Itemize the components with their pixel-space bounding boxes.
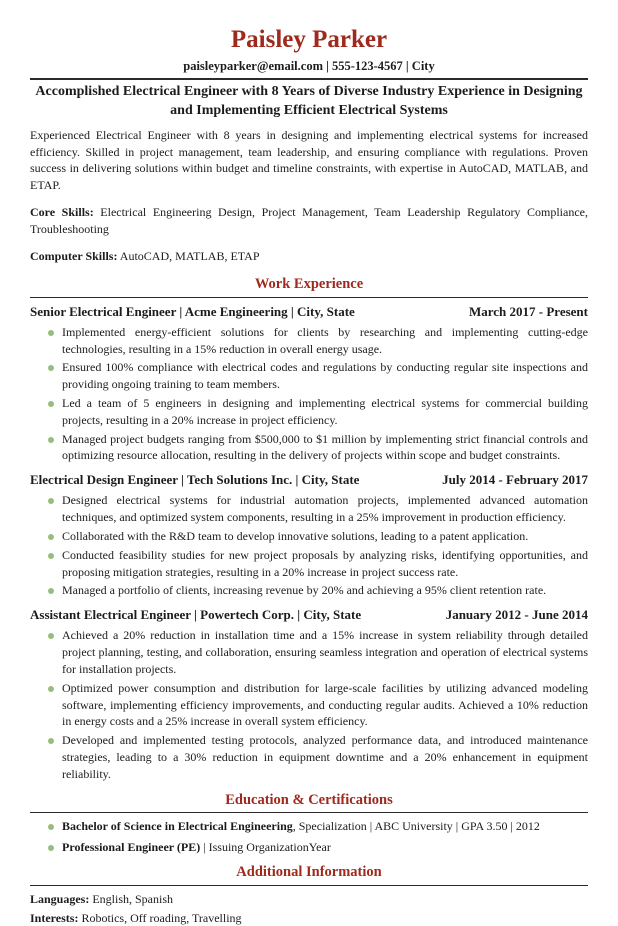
list-item <box>48 359 588 393</box>
bullet-dot-icon <box>48 588 54 594</box>
header-divider <box>30 78 588 80</box>
job-title: Senior Electrical Engineer | Acme Engineering | City, State <box>30 303 355 319</box>
contact-line: paisleyparker@email.com | 555-123-4567 | City <box>183 58 435 73</box>
list-item <box>48 627 588 677</box>
list-item <box>48 431 588 465</box>
bullet-dot-icon <box>48 824 54 830</box>
degree-name: Bachelor of Science in Electrical Engineering <box>62 818 293 833</box>
bullet-text: Managed project budgets ranging from $500,000 to $1 million by implementing strict financial controls and optimizing resource allocation, resulting in the delivery of projects within scope and budget constraints. <box>62 431 588 463</box>
job-dates: March 2017 - Present <box>468 303 588 319</box>
bullet-text: Managed a portfolio of clients, increasing revenue by 20% and achieving a 95% client retention rate. <box>62 583 547 598</box>
job-bullet-list <box>30 324 588 464</box>
job-dates: July 2014 - February 2017 <box>442 472 588 488</box>
bullet-dot-icon <box>48 738 54 744</box>
bullet-dot-icon <box>48 498 54 504</box>
job-header <box>30 471 588 489</box>
candidate-name: Paisley Parker <box>230 26 388 53</box>
bullet-dot-icon <box>48 686 54 692</box>
list-item <box>48 324 588 358</box>
core-skills-line <box>30 204 588 238</box>
education-title: Education & Certifications <box>225 791 393 808</box>
bullet-text: Implemented energy-efficient solutions for clients by researching and implementing cutting-edge technologies, resulting in a 15% reduction in overall energy usage. <box>62 324 588 356</box>
work-experience-title: Work Experience <box>254 276 364 293</box>
list-item <box>48 395 588 429</box>
section-header-additional-info <box>30 862 588 885</box>
job-bullet-list <box>30 492 588 599</box>
list-item <box>48 680 588 730</box>
list-item <box>48 582 588 599</box>
degree-details: , Specialization | ABC University | GPA 3.50 | 2012 <box>292 818 540 833</box>
bullet-text: Collaborated with the R&D team to develop innovative solutions, leading to a patent application. <box>62 529 529 543</box>
job-bullet-list <box>30 627 588 782</box>
bullet-dot-icon <box>48 845 54 851</box>
resume-headline: Accomplished Electrical Engineer with 8 Years of Diverse Industry Experience in Designing and Implementing Efficient Electrical Systems <box>35 84 583 118</box>
bullet-dot-icon <box>48 534 54 540</box>
bullet-text: Conducted feasibility studies for new project proposals by analyzing risks, identifying opportunities, and proposing mitigation strategies, resulting in a 20% increase in project success rate. <box>62 547 588 579</box>
bullet-dot-icon <box>48 437 54 443</box>
bullet-text: Led a team of 5 engineers in designing and implementing electrical systems for commercial building projects, resulting in a 20% increase in project efficiency. <box>62 396 588 427</box>
bullet-dot-icon <box>48 553 54 559</box>
job-title: Assistant Electrical Engineer | Powertech Corp. | City, State <box>30 607 362 623</box>
interests-line <box>30 910 588 926</box>
interests-label: Interests: <box>30 910 79 925</box>
computer-skills-label: Computer Skills: <box>30 248 118 263</box>
bullet-dot-icon <box>48 633 54 639</box>
bullet-text: Designed electrical systems for industrial automation projects, implemented advanced automation techniques, and optimized system components, resulting in a 25% improvement in production efficiency. <box>62 493 588 525</box>
languages-label: Languages: <box>30 891 90 906</box>
section-header-work-experience <box>30 274 588 297</box>
education-list <box>30 818 588 856</box>
core-skills-value: Electrical Engineering Design, Project Management, Team Leadership Regulatory Compliance, Troubleshooting <box>30 204 588 236</box>
job-title: Electrical Design Engineer | Tech Solutions Inc. | City, State <box>30 472 360 488</box>
summary-paragraph: Experienced Electrical Engineer with 8 years in designing and implementing electrical systems for increased efficiency. Skilled in project management, team leadership, and ensuring compliance with regulations. Proven success in delivering solutions within budget and timeline constraints, with expertise in AutoCAD, MATLAB, and ETAP. <box>30 127 588 193</box>
bullet-text: Ensured 100% compliance with electrical codes and regulations by conducting regular site inspections and providing ongoing training to team members. <box>62 360 588 392</box>
job-header <box>30 303 588 321</box>
list-item <box>48 492 588 526</box>
list-item <box>48 839 588 856</box>
bullet-dot-icon <box>48 401 54 407</box>
languages-line <box>30 891 588 908</box>
computer-skills-line <box>30 248 588 265</box>
bullet-text: Optimized power consumption and distribution for large-scale facilities by utilizing advanced modeling software, implementing efficiency improvements, and conducting regular audits. Achieved a 10% reduction in energy costs and a 25% increase in overall system efficiency. <box>62 680 588 729</box>
additional-info-title: Additional Information <box>236 864 382 881</box>
certification-name: Professional Engineer (PE) <box>62 839 201 854</box>
core-skills-label: Core Skills: <box>30 204 94 219</box>
list-item <box>48 547 588 581</box>
certification-details: | Issuing OrganizationYear <box>200 839 331 854</box>
section-header-education <box>30 790 588 813</box>
languages-value: English, Spanish <box>89 891 174 906</box>
list-item <box>48 732 588 782</box>
job-dates: January 2012 - June 2014 <box>445 607 588 623</box>
bullet-text: Achieved a 20% reduction in installation time and a 15% increase in system reliability through detailed project planning, testing, and collaboration, ensuring seamless integration and operation of electrical systems for installation projects. <box>62 628 588 676</box>
list-item <box>48 528 588 545</box>
interests-value: Robotics, Off roading, Travelling <box>78 910 242 925</box>
bullet-dot-icon <box>48 365 54 371</box>
bullet-dot-icon <box>48 330 54 336</box>
job-header <box>30 606 588 624</box>
computer-skills-value: AutoCAD, MATLAB, ETAP <box>117 248 260 263</box>
list-item <box>48 818 588 835</box>
bullet-text: Developed and implemented testing protocols, analyzed performance data, and introduced maintenance strategies, leading to a 30% reduction in equipment downtime and a 20% enhancement in equipment reliability. <box>62 733 588 781</box>
